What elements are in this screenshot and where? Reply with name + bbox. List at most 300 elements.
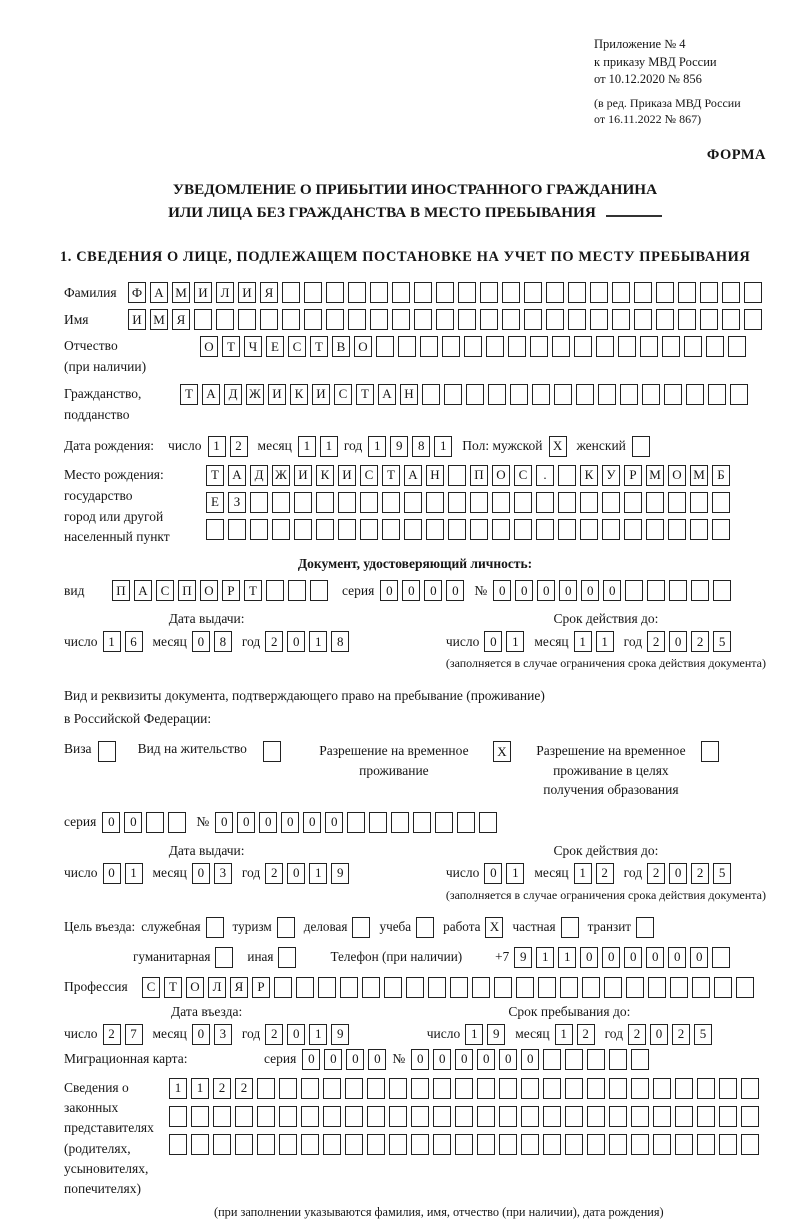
char-box[interactable]: 0 bbox=[411, 1049, 429, 1070]
char-box[interactable] bbox=[587, 1078, 605, 1099]
char-box[interactable]: У bbox=[602, 465, 620, 486]
char-box[interactable] bbox=[510, 384, 528, 405]
char-box[interactable] bbox=[590, 309, 608, 330]
char-box[interactable] bbox=[384, 977, 402, 998]
char-box[interactable]: 3 bbox=[214, 863, 232, 884]
char-box[interactable]: Т bbox=[356, 384, 374, 405]
char-box[interactable] bbox=[360, 492, 378, 513]
char-box[interactable]: 0 bbox=[624, 947, 642, 968]
char-box[interactable]: 0 bbox=[668, 947, 686, 968]
char-box[interactable]: 1 bbox=[434, 436, 452, 457]
char-box[interactable] bbox=[708, 384, 726, 405]
char-box[interactable] bbox=[369, 812, 387, 833]
char-box[interactable] bbox=[706, 336, 724, 357]
char-box[interactable]: Я bbox=[230, 977, 248, 998]
char-box[interactable] bbox=[168, 812, 186, 833]
char-box[interactable]: Р bbox=[252, 977, 270, 998]
char-box[interactable] bbox=[648, 977, 666, 998]
char-box[interactable] bbox=[348, 309, 366, 330]
char-box[interactable] bbox=[536, 492, 554, 513]
char-box[interactable] bbox=[391, 812, 409, 833]
char-box[interactable]: А bbox=[134, 580, 152, 601]
char-box[interactable] bbox=[587, 1106, 605, 1127]
char-box[interactable]: 9 bbox=[514, 947, 532, 968]
char-box[interactable]: М bbox=[172, 282, 190, 303]
char-box[interactable] bbox=[279, 1134, 297, 1155]
char-box[interactable] bbox=[348, 282, 366, 303]
char-box[interactable] bbox=[215, 947, 233, 968]
char-box[interactable]: О bbox=[200, 580, 218, 601]
char-box[interactable] bbox=[457, 812, 475, 833]
char-box[interactable] bbox=[455, 1078, 473, 1099]
char-box[interactable]: 5 bbox=[694, 1024, 712, 1045]
char-box[interactable] bbox=[646, 492, 664, 513]
char-box[interactable]: Л bbox=[208, 977, 226, 998]
char-box[interactable] bbox=[574, 336, 592, 357]
char-box[interactable]: 2 bbox=[235, 1078, 253, 1099]
char-box[interactable]: П bbox=[112, 580, 130, 601]
char-box[interactable] bbox=[279, 1078, 297, 1099]
char-box[interactable] bbox=[692, 977, 710, 998]
char-box[interactable]: 0 bbox=[650, 1024, 668, 1045]
char-box[interactable]: К bbox=[290, 384, 308, 405]
char-box[interactable] bbox=[521, 1078, 539, 1099]
char-box[interactable] bbox=[712, 947, 730, 968]
char-box[interactable] bbox=[636, 917, 654, 938]
char-box[interactable] bbox=[624, 492, 642, 513]
char-box[interactable] bbox=[304, 309, 322, 330]
char-box[interactable]: 7 bbox=[125, 1024, 143, 1045]
char-box[interactable] bbox=[634, 309, 652, 330]
char-box[interactable]: 0 bbox=[493, 580, 511, 601]
char-box[interactable] bbox=[266, 580, 284, 601]
char-box[interactable]: 2 bbox=[265, 1024, 283, 1045]
char-box[interactable] bbox=[345, 1078, 363, 1099]
char-box[interactable] bbox=[741, 1078, 759, 1099]
char-box[interactable] bbox=[714, 977, 732, 998]
char-box[interactable]: 0 bbox=[215, 812, 233, 833]
char-box[interactable] bbox=[288, 580, 306, 601]
char-box[interactable] bbox=[634, 282, 652, 303]
char-box[interactable]: 0 bbox=[484, 863, 502, 884]
char-box[interactable] bbox=[272, 492, 290, 513]
char-box[interactable] bbox=[554, 384, 572, 405]
char-box[interactable]: 1 bbox=[169, 1078, 187, 1099]
char-box[interactable]: 0 bbox=[537, 580, 555, 601]
char-box[interactable] bbox=[558, 492, 576, 513]
char-box[interactable] bbox=[238, 309, 256, 330]
char-box[interactable] bbox=[502, 282, 520, 303]
char-box[interactable]: 2 bbox=[265, 631, 283, 652]
char-box[interactable] bbox=[436, 309, 454, 330]
char-box[interactable] bbox=[719, 1078, 737, 1099]
char-box[interactable]: 2 bbox=[647, 631, 665, 652]
char-box[interactable] bbox=[466, 384, 484, 405]
char-box[interactable]: Я bbox=[260, 282, 278, 303]
char-box[interactable] bbox=[678, 309, 696, 330]
char-box[interactable]: 1 bbox=[555, 1024, 573, 1045]
char-box[interactable]: А bbox=[404, 465, 422, 486]
char-box[interactable] bbox=[668, 492, 686, 513]
char-box[interactable] bbox=[257, 1106, 275, 1127]
char-box[interactable] bbox=[736, 977, 754, 998]
char-box[interactable] bbox=[169, 1106, 187, 1127]
char-box[interactable] bbox=[260, 309, 278, 330]
char-box[interactable] bbox=[744, 282, 762, 303]
char-box[interactable] bbox=[169, 1134, 187, 1155]
char-box[interactable] bbox=[604, 977, 622, 998]
char-box[interactable]: Н bbox=[426, 465, 444, 486]
char-box[interactable]: 0 bbox=[325, 812, 343, 833]
char-box[interactable]: С bbox=[514, 465, 532, 486]
char-box[interactable] bbox=[632, 436, 650, 457]
char-box[interactable] bbox=[543, 1078, 561, 1099]
char-box[interactable] bbox=[580, 492, 598, 513]
char-box[interactable]: Е bbox=[206, 492, 224, 513]
char-box[interactable] bbox=[546, 309, 564, 330]
char-box[interactable] bbox=[521, 1106, 539, 1127]
char-box[interactable]: 0 bbox=[192, 863, 210, 884]
char-box[interactable]: 9 bbox=[390, 436, 408, 457]
char-box[interactable]: 3 bbox=[214, 1024, 232, 1045]
char-box[interactable] bbox=[502, 309, 520, 330]
char-box[interactable] bbox=[697, 1106, 715, 1127]
char-box[interactable]: Т bbox=[310, 336, 328, 357]
char-box[interactable] bbox=[670, 977, 688, 998]
char-box[interactable]: 0 bbox=[521, 1049, 539, 1070]
char-box[interactable] bbox=[455, 1106, 473, 1127]
char-box[interactable] bbox=[480, 309, 498, 330]
char-box[interactable] bbox=[458, 309, 476, 330]
char-box[interactable]: 0 bbox=[477, 1049, 495, 1070]
char-box[interactable] bbox=[620, 384, 638, 405]
char-box[interactable] bbox=[282, 282, 300, 303]
char-box[interactable] bbox=[514, 519, 532, 540]
char-box[interactable] bbox=[631, 1106, 649, 1127]
char-box[interactable]: Т bbox=[382, 465, 400, 486]
char-box[interactable]: 0 bbox=[646, 947, 664, 968]
char-box[interactable] bbox=[347, 812, 365, 833]
char-box[interactable]: О bbox=[354, 336, 372, 357]
char-box[interactable]: X bbox=[549, 436, 567, 457]
char-box[interactable] bbox=[494, 977, 512, 998]
char-box[interactable]: С bbox=[334, 384, 352, 405]
char-box[interactable] bbox=[719, 1134, 737, 1155]
char-box[interactable] bbox=[398, 336, 416, 357]
char-box[interactable] bbox=[360, 519, 378, 540]
char-box[interactable] bbox=[278, 947, 296, 968]
char-box[interactable]: 0 bbox=[580, 947, 598, 968]
char-box[interactable] bbox=[543, 1134, 561, 1155]
char-box[interactable]: 1 bbox=[574, 863, 592, 884]
char-box[interactable]: 0 bbox=[259, 812, 277, 833]
char-box[interactable]: В bbox=[332, 336, 350, 357]
char-box[interactable] bbox=[552, 336, 570, 357]
char-box[interactable]: 2 bbox=[691, 863, 709, 884]
char-box[interactable]: 5 bbox=[713, 631, 731, 652]
char-box[interactable] bbox=[414, 309, 432, 330]
char-box[interactable] bbox=[669, 580, 687, 601]
char-box[interactable] bbox=[560, 977, 578, 998]
char-box[interactable]: 0 bbox=[455, 1049, 473, 1070]
char-box[interactable] bbox=[435, 812, 453, 833]
char-box[interactable] bbox=[414, 282, 432, 303]
char-box[interactable]: 0 bbox=[192, 631, 210, 652]
char-box[interactable] bbox=[382, 492, 400, 513]
char-box[interactable] bbox=[191, 1106, 209, 1127]
char-box[interactable] bbox=[301, 1134, 319, 1155]
char-box[interactable] bbox=[499, 1106, 517, 1127]
char-box[interactable] bbox=[675, 1106, 693, 1127]
char-box[interactable] bbox=[323, 1106, 341, 1127]
char-box[interactable] bbox=[404, 519, 422, 540]
char-box[interactable] bbox=[326, 282, 344, 303]
char-box[interactable]: М bbox=[690, 465, 708, 486]
char-box[interactable]: 9 bbox=[487, 1024, 505, 1045]
char-box[interactable] bbox=[653, 1106, 671, 1127]
char-box[interactable]: 8 bbox=[331, 631, 349, 652]
char-box[interactable] bbox=[690, 492, 708, 513]
char-box[interactable]: 0 bbox=[324, 1049, 342, 1070]
char-box[interactable]: 0 bbox=[446, 580, 464, 601]
char-box[interactable] bbox=[492, 519, 510, 540]
char-box[interactable] bbox=[277, 917, 295, 938]
char-box[interactable] bbox=[590, 282, 608, 303]
char-box[interactable]: М bbox=[150, 309, 168, 330]
char-box[interactable] bbox=[216, 309, 234, 330]
char-box[interactable] bbox=[668, 519, 686, 540]
char-box[interactable]: 1 bbox=[125, 863, 143, 884]
char-box[interactable]: 0 bbox=[515, 580, 533, 601]
char-box[interactable] bbox=[345, 1134, 363, 1155]
char-box[interactable]: И bbox=[128, 309, 146, 330]
char-box[interactable] bbox=[433, 1078, 451, 1099]
char-box[interactable] bbox=[664, 384, 682, 405]
char-box[interactable] bbox=[345, 1106, 363, 1127]
char-box[interactable]: 8 bbox=[412, 436, 430, 457]
char-box[interactable] bbox=[316, 519, 334, 540]
char-box[interactable] bbox=[626, 977, 644, 998]
char-box[interactable]: И bbox=[338, 465, 356, 486]
char-box[interactable] bbox=[697, 1078, 715, 1099]
char-box[interactable] bbox=[257, 1134, 275, 1155]
char-box[interactable]: П bbox=[178, 580, 196, 601]
char-box[interactable]: Б bbox=[712, 465, 730, 486]
char-box[interactable] bbox=[521, 1134, 539, 1155]
char-box[interactable] bbox=[609, 1106, 627, 1127]
char-box[interactable]: 0 bbox=[581, 580, 599, 601]
char-box[interactable] bbox=[392, 309, 410, 330]
char-box[interactable] bbox=[543, 1106, 561, 1127]
char-box[interactable]: 5 bbox=[713, 863, 731, 884]
char-box[interactable] bbox=[326, 309, 344, 330]
char-box[interactable]: Т bbox=[244, 580, 262, 601]
char-box[interactable] bbox=[352, 917, 370, 938]
char-box[interactable] bbox=[678, 282, 696, 303]
char-box[interactable] bbox=[741, 1134, 759, 1155]
char-box[interactable]: А bbox=[202, 384, 220, 405]
char-box[interactable] bbox=[741, 1106, 759, 1127]
char-box[interactable] bbox=[477, 1134, 495, 1155]
char-box[interactable]: 0 bbox=[368, 1049, 386, 1070]
char-box[interactable] bbox=[426, 519, 444, 540]
char-box[interactable]: 0 bbox=[559, 580, 577, 601]
char-box[interactable] bbox=[146, 812, 164, 833]
char-box[interactable]: 1 bbox=[309, 631, 327, 652]
char-box[interactable] bbox=[422, 384, 440, 405]
char-box[interactable] bbox=[697, 1134, 715, 1155]
char-box[interactable] bbox=[411, 1106, 429, 1127]
char-box[interactable]: 1 bbox=[506, 631, 524, 652]
char-box[interactable] bbox=[282, 309, 300, 330]
char-box[interactable] bbox=[367, 1106, 385, 1127]
char-box[interactable] bbox=[428, 977, 446, 998]
char-box[interactable]: А bbox=[378, 384, 396, 405]
char-box[interactable]: 0 bbox=[402, 580, 420, 601]
char-box[interactable] bbox=[274, 977, 292, 998]
char-box[interactable]: 1 bbox=[191, 1078, 209, 1099]
char-box[interactable] bbox=[684, 336, 702, 357]
char-box[interactable] bbox=[448, 519, 466, 540]
char-box[interactable] bbox=[568, 309, 586, 330]
char-box[interactable] bbox=[411, 1078, 429, 1099]
char-box[interactable] bbox=[530, 336, 548, 357]
char-box[interactable]: Ж bbox=[246, 384, 264, 405]
char-box[interactable] bbox=[647, 580, 665, 601]
char-box[interactable]: 0 bbox=[302, 1049, 320, 1070]
char-box[interactable] bbox=[713, 580, 731, 601]
char-box[interactable]: 1 bbox=[558, 947, 576, 968]
char-box[interactable] bbox=[250, 519, 268, 540]
char-box[interactable] bbox=[436, 282, 454, 303]
char-box[interactable]: И bbox=[312, 384, 330, 405]
char-box[interactable] bbox=[294, 519, 312, 540]
char-box[interactable] bbox=[191, 1134, 209, 1155]
char-box[interactable] bbox=[565, 1049, 583, 1070]
char-box[interactable] bbox=[464, 336, 482, 357]
char-box[interactable] bbox=[433, 1106, 451, 1127]
char-box[interactable] bbox=[631, 1134, 649, 1155]
char-box[interactable] bbox=[532, 384, 550, 405]
char-box[interactable]: Ч bbox=[244, 336, 262, 357]
char-box[interactable] bbox=[382, 519, 400, 540]
char-box[interactable] bbox=[596, 336, 614, 357]
char-box[interactable] bbox=[712, 492, 730, 513]
char-box[interactable]: 9 bbox=[331, 1024, 349, 1045]
char-box[interactable] bbox=[367, 1134, 385, 1155]
char-box[interactable] bbox=[301, 1106, 319, 1127]
char-box[interactable] bbox=[362, 977, 380, 998]
char-box[interactable] bbox=[686, 384, 704, 405]
char-box[interactable]: О bbox=[186, 977, 204, 998]
char-box[interactable]: 1 bbox=[208, 436, 226, 457]
char-box[interactable] bbox=[206, 917, 224, 938]
char-box[interactable]: 1 bbox=[596, 631, 614, 652]
char-box[interactable] bbox=[712, 519, 730, 540]
char-box[interactable] bbox=[612, 282, 630, 303]
char-box[interactable] bbox=[340, 977, 358, 998]
char-box[interactable] bbox=[558, 519, 576, 540]
char-box[interactable] bbox=[514, 492, 532, 513]
char-box[interactable]: 0 bbox=[287, 1024, 305, 1045]
char-box[interactable] bbox=[722, 309, 740, 330]
char-box[interactable] bbox=[318, 977, 336, 998]
char-box[interactable] bbox=[442, 336, 460, 357]
char-box[interactable]: 0 bbox=[669, 863, 687, 884]
char-box[interactable] bbox=[477, 1078, 495, 1099]
char-box[interactable] bbox=[631, 1078, 649, 1099]
char-box[interactable] bbox=[389, 1134, 407, 1155]
char-box[interactable] bbox=[558, 465, 576, 486]
char-box[interactable]: 0 bbox=[433, 1049, 451, 1070]
char-box[interactable] bbox=[675, 1134, 693, 1155]
char-box[interactable]: Ф bbox=[128, 282, 146, 303]
char-box[interactable] bbox=[296, 977, 314, 998]
char-box[interactable]: 1 bbox=[309, 1024, 327, 1045]
char-box[interactable] bbox=[642, 384, 660, 405]
char-box[interactable]: X bbox=[485, 917, 503, 938]
char-box[interactable] bbox=[612, 309, 630, 330]
char-box[interactable] bbox=[625, 580, 643, 601]
char-box[interactable] bbox=[565, 1078, 583, 1099]
char-box[interactable] bbox=[433, 1134, 451, 1155]
char-box[interactable] bbox=[411, 1134, 429, 1155]
char-box[interactable] bbox=[609, 1049, 627, 1070]
char-box[interactable]: 1 bbox=[103, 631, 121, 652]
char-box[interactable] bbox=[480, 282, 498, 303]
char-box[interactable]: Р bbox=[222, 580, 240, 601]
char-box[interactable]: С bbox=[288, 336, 306, 357]
char-box[interactable]: К bbox=[580, 465, 598, 486]
char-box[interactable] bbox=[690, 519, 708, 540]
char-box[interactable] bbox=[499, 1134, 517, 1155]
char-box[interactable]: 0 bbox=[281, 812, 299, 833]
char-box[interactable]: 0 bbox=[303, 812, 321, 833]
char-box[interactable] bbox=[420, 336, 438, 357]
char-box[interactable]: 1 bbox=[574, 631, 592, 652]
char-box[interactable] bbox=[508, 336, 526, 357]
char-box[interactable] bbox=[370, 309, 388, 330]
char-box[interactable] bbox=[576, 384, 594, 405]
char-box[interactable] bbox=[250, 492, 268, 513]
char-box[interactable]: 2 bbox=[628, 1024, 646, 1045]
char-box[interactable] bbox=[450, 977, 468, 998]
char-box[interactable] bbox=[389, 1078, 407, 1099]
char-box[interactable] bbox=[499, 1078, 517, 1099]
char-box[interactable]: Д bbox=[224, 384, 242, 405]
char-box[interactable] bbox=[675, 1078, 693, 1099]
char-box[interactable] bbox=[618, 336, 636, 357]
char-box[interactable] bbox=[565, 1134, 583, 1155]
char-box[interactable]: Ж bbox=[272, 465, 290, 486]
char-box[interactable] bbox=[235, 1134, 253, 1155]
char-box[interactable]: О bbox=[200, 336, 218, 357]
char-box[interactable]: 9 bbox=[331, 863, 349, 884]
char-box[interactable] bbox=[470, 492, 488, 513]
char-box[interactable]: 1 bbox=[506, 863, 524, 884]
char-box[interactable] bbox=[662, 336, 680, 357]
char-box[interactable]: П bbox=[470, 465, 488, 486]
char-box[interactable] bbox=[392, 282, 410, 303]
char-box[interactable]: С bbox=[156, 580, 174, 601]
char-box[interactable]: 0 bbox=[124, 812, 142, 833]
char-box[interactable] bbox=[304, 282, 322, 303]
char-box[interactable] bbox=[744, 309, 762, 330]
char-box[interactable] bbox=[213, 1134, 231, 1155]
char-box[interactable]: Д bbox=[250, 465, 268, 486]
char-box[interactable] bbox=[413, 812, 431, 833]
char-box[interactable]: 2 bbox=[213, 1078, 231, 1099]
